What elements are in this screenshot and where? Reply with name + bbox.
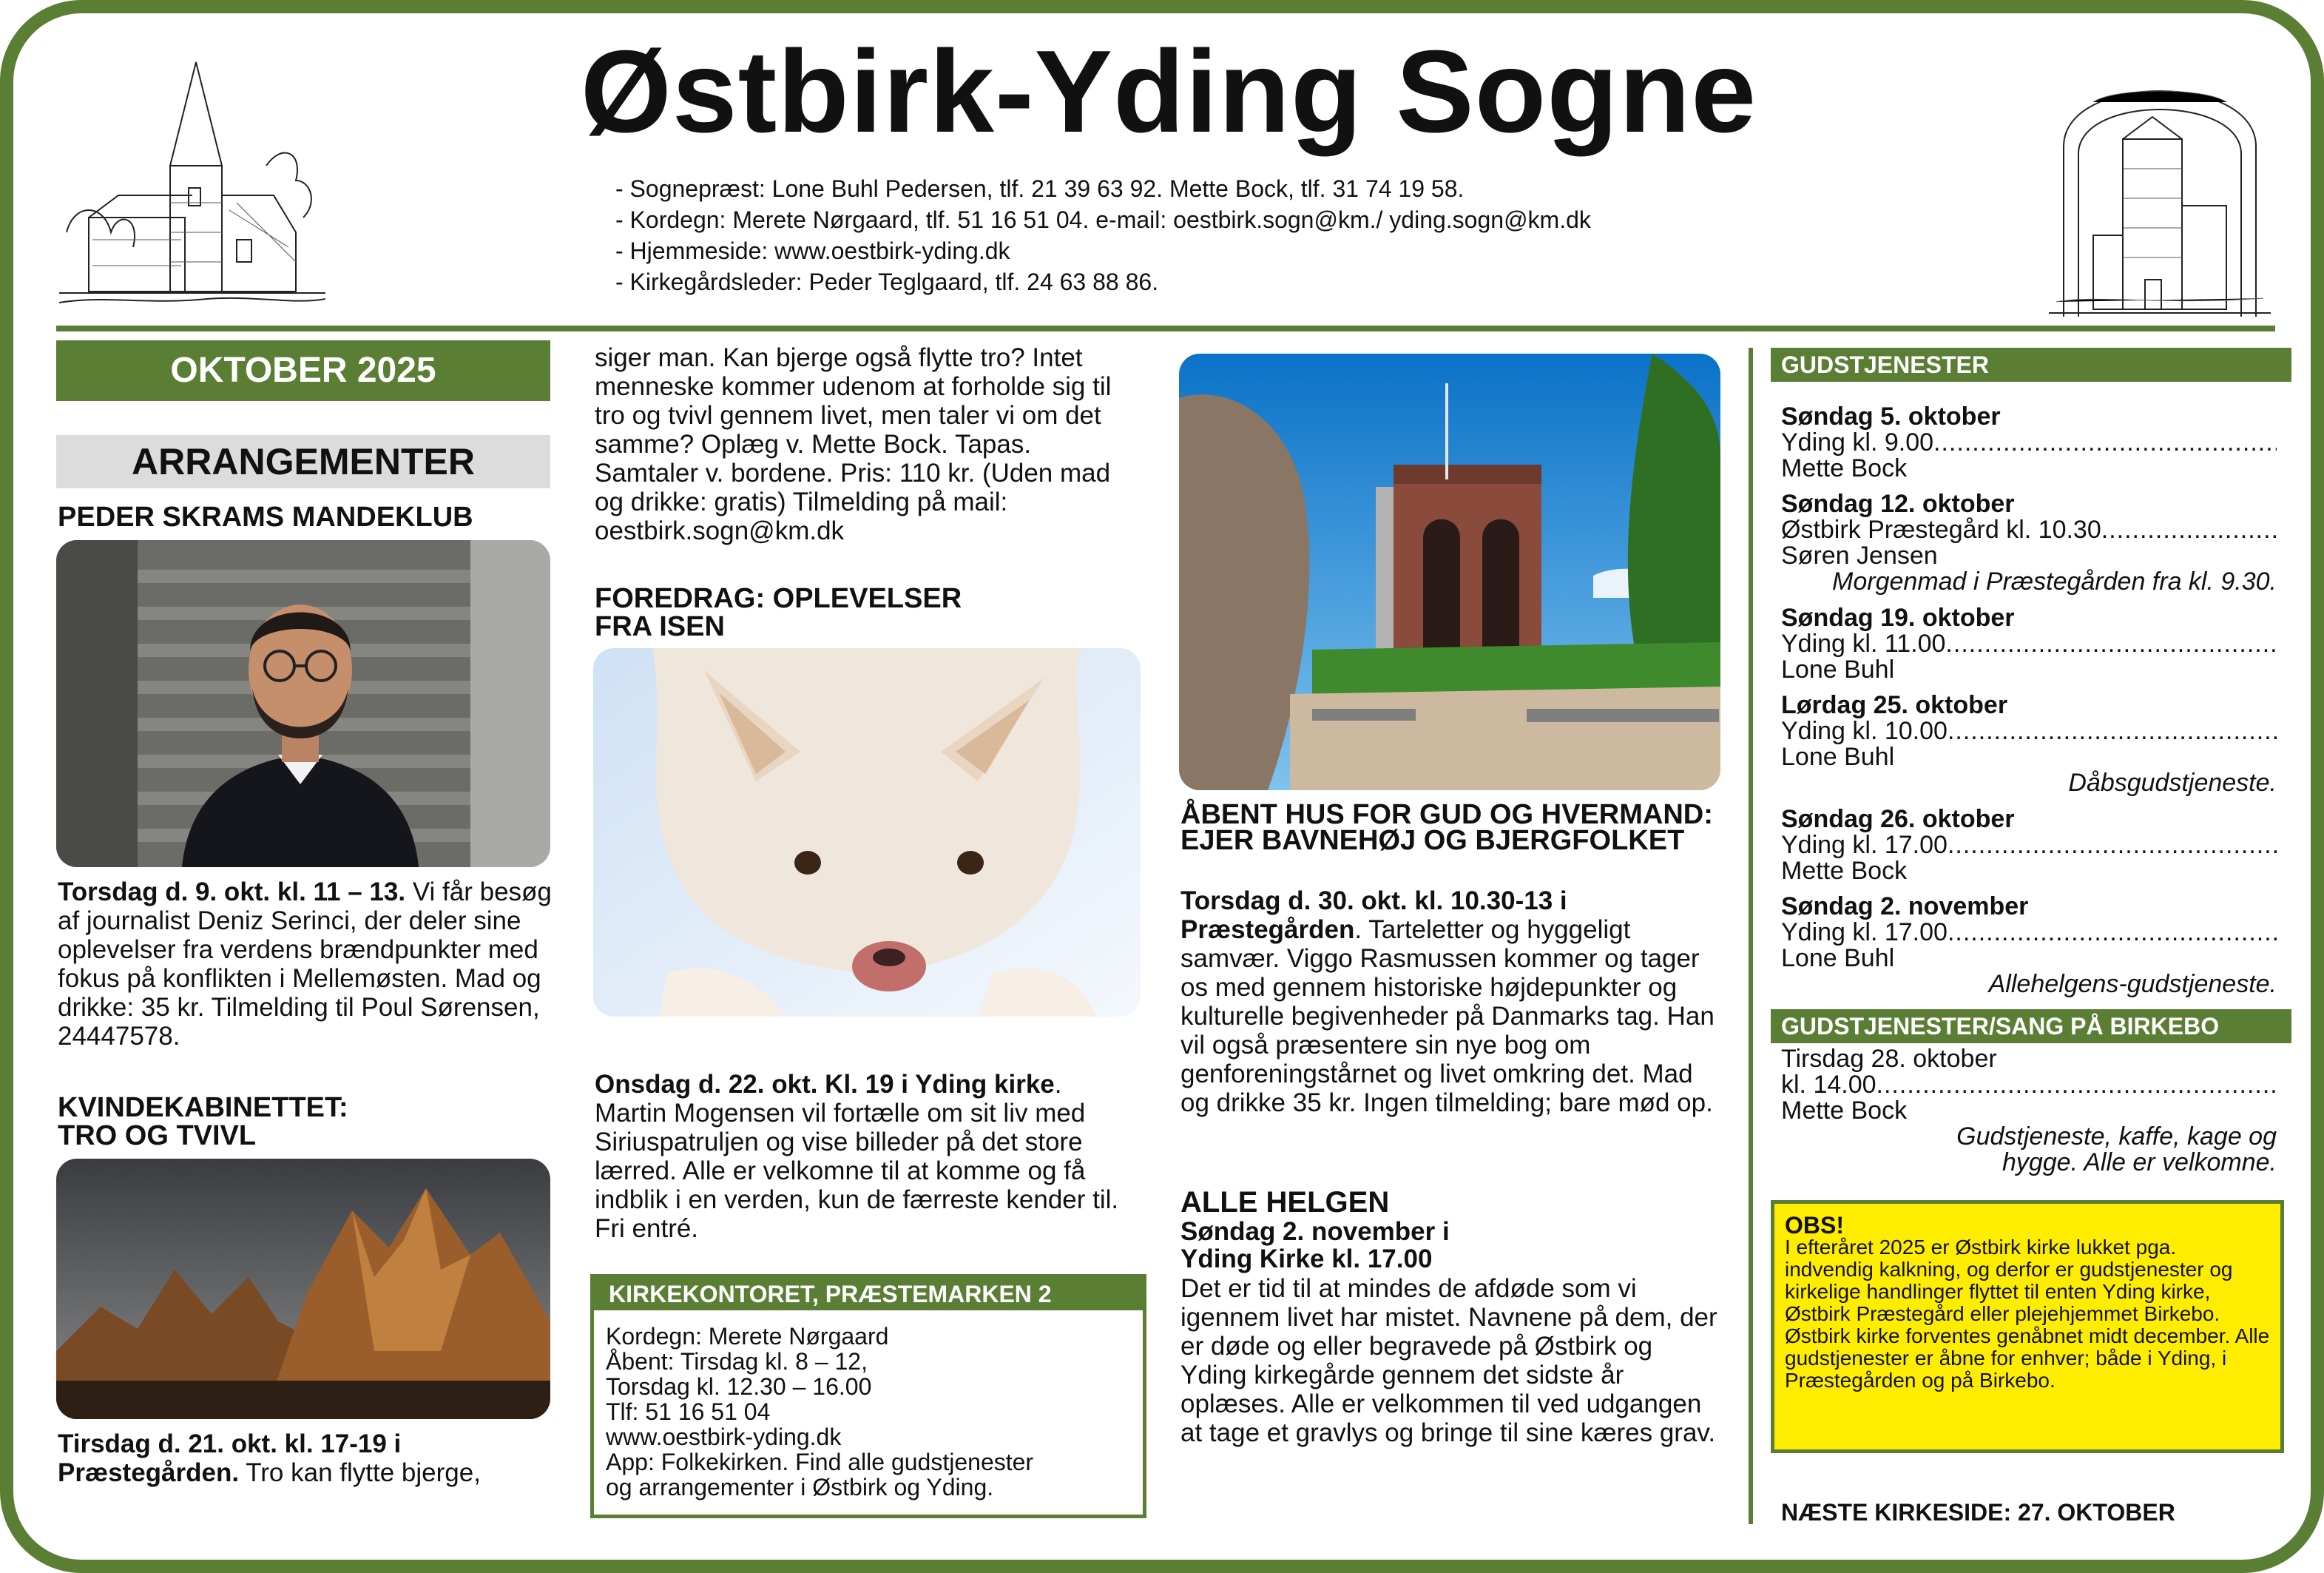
contact-website: - Hjemmeside: www.oestbirk-yding.dk — [615, 238, 1010, 264]
birkebo-service — [1781, 1046, 2277, 1176]
service-date: Søndag 26. oktober — [1781, 805, 2015, 833]
birkebo-time: kl. 14.00 — [1781, 1071, 1877, 1099]
photo-sled-dog — [593, 648, 1141, 1017]
sentence-period: . — [1054, 1070, 1062, 1099]
service-item — [1781, 806, 2277, 884]
contact-priest: - Sognepræst: Lone Buhl Pedersen, tlf. 21 39 63 92. Mette Bock, tlf. 31 74 19 58. — [615, 175, 1465, 202]
service-note: Dåbsgudstjeneste. — [2068, 769, 2277, 797]
service-pastor: Lone Buhl — [1781, 743, 1895, 771]
event-text-foredrag — [595, 1070, 1141, 1243]
service-note: Morgenmad i Præstegården fra kl. 9.30. — [1832, 567, 2277, 596]
service-pastor: Søren Jensen — [1781, 542, 1938, 570]
contact-verger: - Kordegn: Merete Nørgaard, tlf. 51 16 51 04. e-mail: oestbirk.sogn@km./ yding.sogn@km.dk — [615, 206, 1591, 233]
event-time-alle-helgen — [1180, 1218, 1720, 1273]
event-title-alle-helgen: ALLE HELGEN — [1180, 1186, 1390, 1219]
service-item — [1781, 404, 2277, 482]
birkebo-date: Tirsdag 28. oktober — [1781, 1045, 1997, 1073]
service-item — [1781, 491, 2277, 595]
event-time-foredrag: Onsdag d. 22. okt. Kl. 19 i Yding kirke — [595, 1070, 1055, 1099]
event-desc-alle-helgen: Det er tid til at mindes de afdøde som vi igennem livet har mistet. Navnene på dem, der er døde og eller begravede på Østbirk og Yding kirkegårde gennem det sidste år oplæses. Alle er velkommen til ved udgangen at tage et gravlys og bringe til sine kæres grav. — [1180, 1274, 1717, 1447]
service-pastor: Mette Bock — [1781, 857, 1908, 885]
birkebo-heading: GUDSTJENESTER/SANG PÅ BIRKEBO — [1771, 1009, 2291, 1043]
service-pastor: Lone Buhl — [1781, 656, 1895, 684]
church-drawing-left — [59, 55, 325, 306]
birkebo-time-row — [1781, 1072, 2277, 1098]
event-title-line-1: KVINDEKABINETTET: — [58, 1092, 348, 1123]
service-place: Yding kl. 11.00 — [1781, 630, 1946, 658]
office-line: Torsdag kl. 12.30 – 16.00 — [606, 1373, 872, 1400]
office-line: og arrangementer i Østbirk og Yding. — [606, 1474, 994, 1500]
service-place-row — [1781, 832, 2277, 858]
office-title: KIRKEKONTORET, PRÆSTEMARKEN 2 — [594, 1278, 1143, 1310]
service-place-row — [1781, 517, 2277, 543]
service-pastor: Lone Buhl — [1781, 944, 1895, 972]
service-date: Lørdag 25. oktober — [1781, 691, 2008, 719]
contact-cemetery: - Kirkegårdsleder: Peder Teglgaard, tlf. 24 63 88 86. — [615, 269, 1159, 295]
event-text-mandeklub — [58, 878, 553, 1051]
photo-ejer-bavnehoj-tower — [1179, 354, 1720, 790]
service-place: Yding kl. 17.00 — [1781, 831, 1948, 859]
service-place-row — [1781, 430, 2277, 456]
office-content — [594, 1310, 1143, 1513]
event-time-mandeklub: Torsdag d. 9. okt. kl. 11 – 13. — [58, 878, 406, 906]
service-date: Søndag 5. oktober — [1781, 402, 2001, 431]
event-title-foredrag — [595, 585, 1141, 641]
service-date: Søndag 19. oktober — [1781, 604, 2015, 632]
obs-text: I efteråret 2025 er Østbirk kirke lukket pga. indvendig kalkning, og derfor er gudstjenester og kirkelige handlinger flyttet til enten Yding kirke, Østbirk Præstegård eller plejehjemmet Birkebo. Østbirk kirke forventes genåbnet midt december. Alle gudstjenester er åbne for enhver; både i Yding, i Præstegården og på Birkebo. — [1785, 1236, 2270, 1392]
event-text-aabent-hus — [1180, 886, 1720, 1117]
dot-leader — [1933, 430, 2277, 456]
event-desc-continued: siger man. Kan bjerge også flytte tro? Intet menneske kommer udenom at forholde sig til tro og tvivl gennem livet, men taler vi om det samme? Oplæg v. Mette Bock. Tapas. Samtaler v. bordene. Pris: 110 kr. (Uden mad og drikke: gratis) Tilmelding på mail: oestbirk.sogn@km.dk — [595, 343, 1112, 545]
birkebo-note-1: Gudstjeneste, kaffe, kage og — [1956, 1122, 2277, 1151]
dot-leader — [1877, 1072, 2277, 1098]
service-item — [1781, 693, 2277, 796]
section-heading: ARRANGEMENTER — [56, 435, 550, 488]
event-title-line-2: TRO OG TVIVL — [58, 1120, 257, 1151]
header-divider — [56, 326, 2275, 331]
event-title-kvindekabinettet — [58, 1094, 553, 1150]
event-time-line-2: Yding Kirke kl. 17.00 — [1180, 1244, 1433, 1273]
page-title: Østbirk-Yding Sogne — [580, 27, 1757, 157]
service-pastor: Mette Bock — [1781, 454, 1908, 482]
service-date: Søndag 2. november — [1781, 892, 2029, 920]
office-line: Åbent: Tirsdag kl. 8 – 12, — [606, 1348, 868, 1375]
service-place: Yding kl. 10.00 — [1781, 717, 1948, 745]
dot-leader — [1945, 631, 2277, 657]
service-note: Allehelgens-gudstjeneste. — [1988, 970, 2277, 998]
event-desc-aabent-hus: Tarteletter og hyggeligt samvær. Viggo Rasmussen kommer og tager os med gennem historiske højdepunkter og kulturelle begivenheder på Danmarks tag. Han vil også præsentere sin nye bog om genforeningstårnet og livet omkring det. Mad og drikke 35 kr. Ingen tilmelding; bare mød op. — [1180, 915, 1715, 1117]
service-item — [1781, 605, 2277, 683]
dot-leader — [2101, 517, 2277, 543]
office-box — [590, 1274, 1146, 1518]
obs-notice-box — [1771, 1200, 2284, 1453]
contact-list — [615, 173, 1591, 297]
dot-leader — [1948, 832, 2277, 858]
service-place: Østbirk Præstegård kl. 10.30 — [1781, 516, 2101, 544]
service-item — [1781, 894, 2277, 997]
event-desc-mandeklub: Vi får besøg af journalist Deniz Serinci, der deler sine oplevelser fra verdens brændpunkter med fokus på konflikten i Mellemøsten. Mad og drikke: 35 kr. Tilmelding til Poul Sørensen, 24447578. — [58, 878, 552, 1051]
photo-mountains — [56, 1159, 550, 1419]
service-place-row — [1781, 718, 2277, 744]
event-title-line-2: FRA ISEN — [595, 611, 725, 642]
event-desc-foredrag: Martin Mogensen vil fortælle om sit liv med Siriuspatruljen og vise billeder på det store lærred. Alle er velkomne til at komme og få indblik i en verden, kun de færreste kender til. Fri entré. — [595, 1099, 1119, 1243]
next-issue-note: NÆSTE KIRKESIDE: 27. OKTOBER — [1781, 1499, 2175, 1526]
dot-leader — [1948, 718, 2277, 744]
service-place-row — [1781, 631, 2277, 657]
church-drawing-right — [2049, 58, 2271, 324]
sentence-period: . — [1354, 915, 1362, 944]
event-title-line-1: FOREDRAG: OPLEVELSER — [595, 583, 962, 614]
event-time-kvindekabinettet: Tirsdag d. 21. okt. kl. 17-19 i Præstegården. — [58, 1429, 402, 1487]
service-place: Yding kl. 17.00 — [1781, 918, 1948, 946]
sidebar-divider — [1749, 348, 1753, 1524]
event-time-aabent-hus: Torsdag d. 30. okt. kl. 10.30-13 i Præstegården — [1180, 886, 1567, 944]
service-place: Yding kl. 9.00 — [1781, 428, 1934, 457]
month-banner: OKTOBER 2025 — [56, 340, 550, 401]
office-line: Kordegn: Merete Nørgaard — [606, 1323, 889, 1350]
birkebo-note-2: hygge. Alle er velkomne. — [2002, 1148, 2277, 1176]
service-place-row — [1781, 920, 2277, 946]
dot-leader — [1948, 920, 2277, 946]
photo-portrait-man — [56, 540, 550, 867]
obs-title: OBS! — [1785, 1212, 1844, 1239]
event-time-line-1: Søndag 2. november i — [1180, 1217, 1450, 1246]
office-line: Tlf: 51 16 51 04 — [606, 1398, 771, 1425]
event-desc-kvindekabinettet: Tro kan flytte bjerge, — [246, 1458, 481, 1487]
event-text-kvindekabinettet — [58, 1429, 553, 1487]
office-line: App: Folkekirken. Find alle gudstjenester — [606, 1449, 1034, 1475]
service-date: Søndag 12. oktober — [1781, 490, 2015, 518]
services-heading: GUDSTJENESTER — [1771, 348, 2291, 382]
birkebo-pastor: Mette Bock — [1781, 1097, 1908, 1125]
event-title-mandeklub: PEDER SKRAMS MANDEKLUB — [58, 502, 473, 533]
event-title-aabent-hus: ÅBENT HUS FOR GUD OG HVERMAND: EJER BAVNEHØJ OG BJERGFOLKET — [1180, 799, 1713, 856]
office-website-link[interactable]: www.oestbirk-yding.dk — [606, 1424, 842, 1450]
